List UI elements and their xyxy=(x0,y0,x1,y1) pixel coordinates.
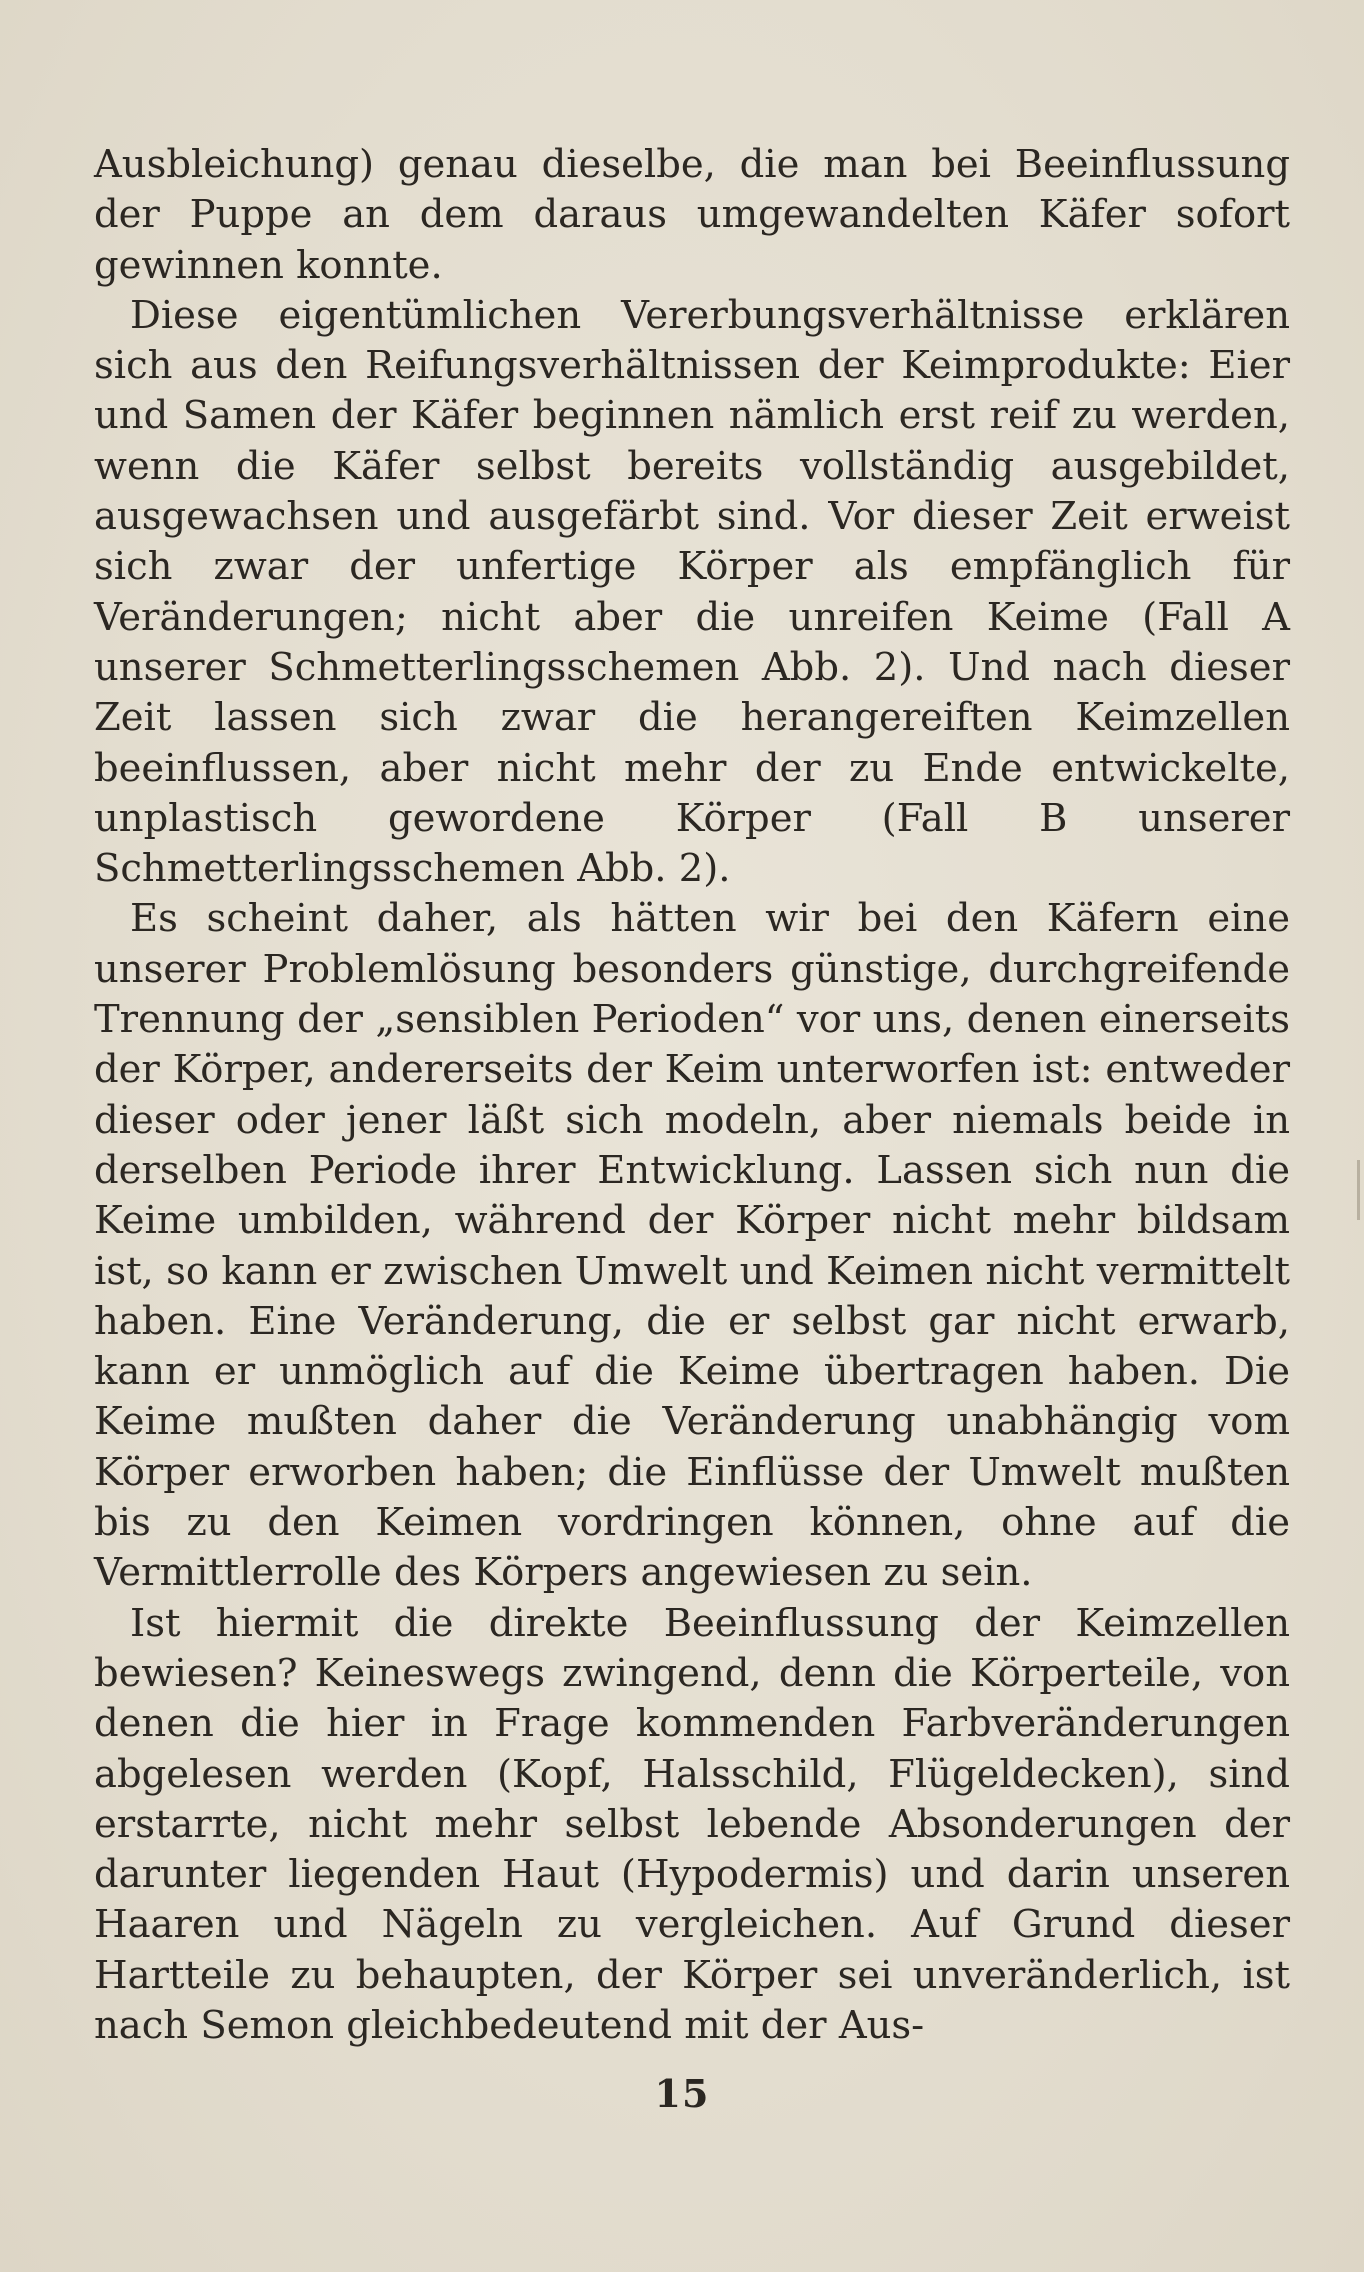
page-edge-mark xyxy=(1357,1160,1360,1220)
paragraph-2: Diese eigentümlichen Vererbungsverhältnisse erklären sich aus den Reifungsverhältnissen der Keimprodukte: Eier und Samen der Käfer beginnen nämlich erst reif zu werden, wenn die Käfer selbst bereits vollständig ausgebildet, ausgewachsen und ausgefärbt sind. Vor dieser Zeit erweist sich zwar der unfertige Körper als empfänglich für Veränderungen; nicht aber die unreifen Keime (Fall A unserer Schmetterlingsschemen Abb. 2). Und nach dieser Zeit lassen sich zwar die herangereiften Keimzellen beeinflussen, aber nicht mehr der zu Ende entwickelte, unplastisch gewordene Körper (Fall B unserer Schmetterlingsschemen Abb. 2). xyxy=(94,292,1290,892)
paragraph-1: Ausbleichung) genau dieselbe, die man bei Beeinflussung der Puppe an dem daraus umgewandelten Käfer sofort gewinnen konnte. xyxy=(94,142,1290,288)
paragraph-3: Es scheint daher, als hätten wir bei den Käfern eine unserer Problemlösung besonders günstige, durchgreifende Trennung der „sensiblen Perioden“ vor uns, denen einerseits der Körper, andererseits der Keim unterworfen ist: entweder dieser oder jener läßt sich modeln, aber niemals beide in derselben Periode ihrer Entwicklung. Lassen sich nun die Keime umbilden, während der Körper nicht mehr bildsam ist, so kann er zwischen Umwelt und Keimen nicht vermittelt haben. Eine Veränderung, die er selbst gar nicht erwarb, kann er unmöglich auf die Keime übertragen haben. Die Keime mußten daher die Veränderung unabhängig vom Körper erworben haben; die Einflüsse der Umwelt mußten bis zu den Keimen vordringen können, ohne auf die Vermittlerrolle des Körpers angewiesen zu sein. xyxy=(94,896,1290,1596)
page-number: 15 xyxy=(654,2071,710,2116)
body-text xyxy=(94,140,1290,2051)
paragraph-4: Ist hiermit die direkte Beeinflussung der Keimzellen bewiesen? Keineswegs zwingend, denn die Körperteile, von denen die hier in Frage kommenden Farbveränderungen abgelesen werden (Kopf, Halsschild, Flügeldecken), sind erstarrte, nicht mehr selbst lebende Absonderungen der darunter liegenden Haut (Hypodermis) und darin unseren Haaren und Nägeln zu vergleichen. Auf Grund dieser Hartteile zu behaupten, der Körper sei unveränderlich, ist nach Semon gleichbedeutend mit der Aus- xyxy=(94,1600,1290,2048)
